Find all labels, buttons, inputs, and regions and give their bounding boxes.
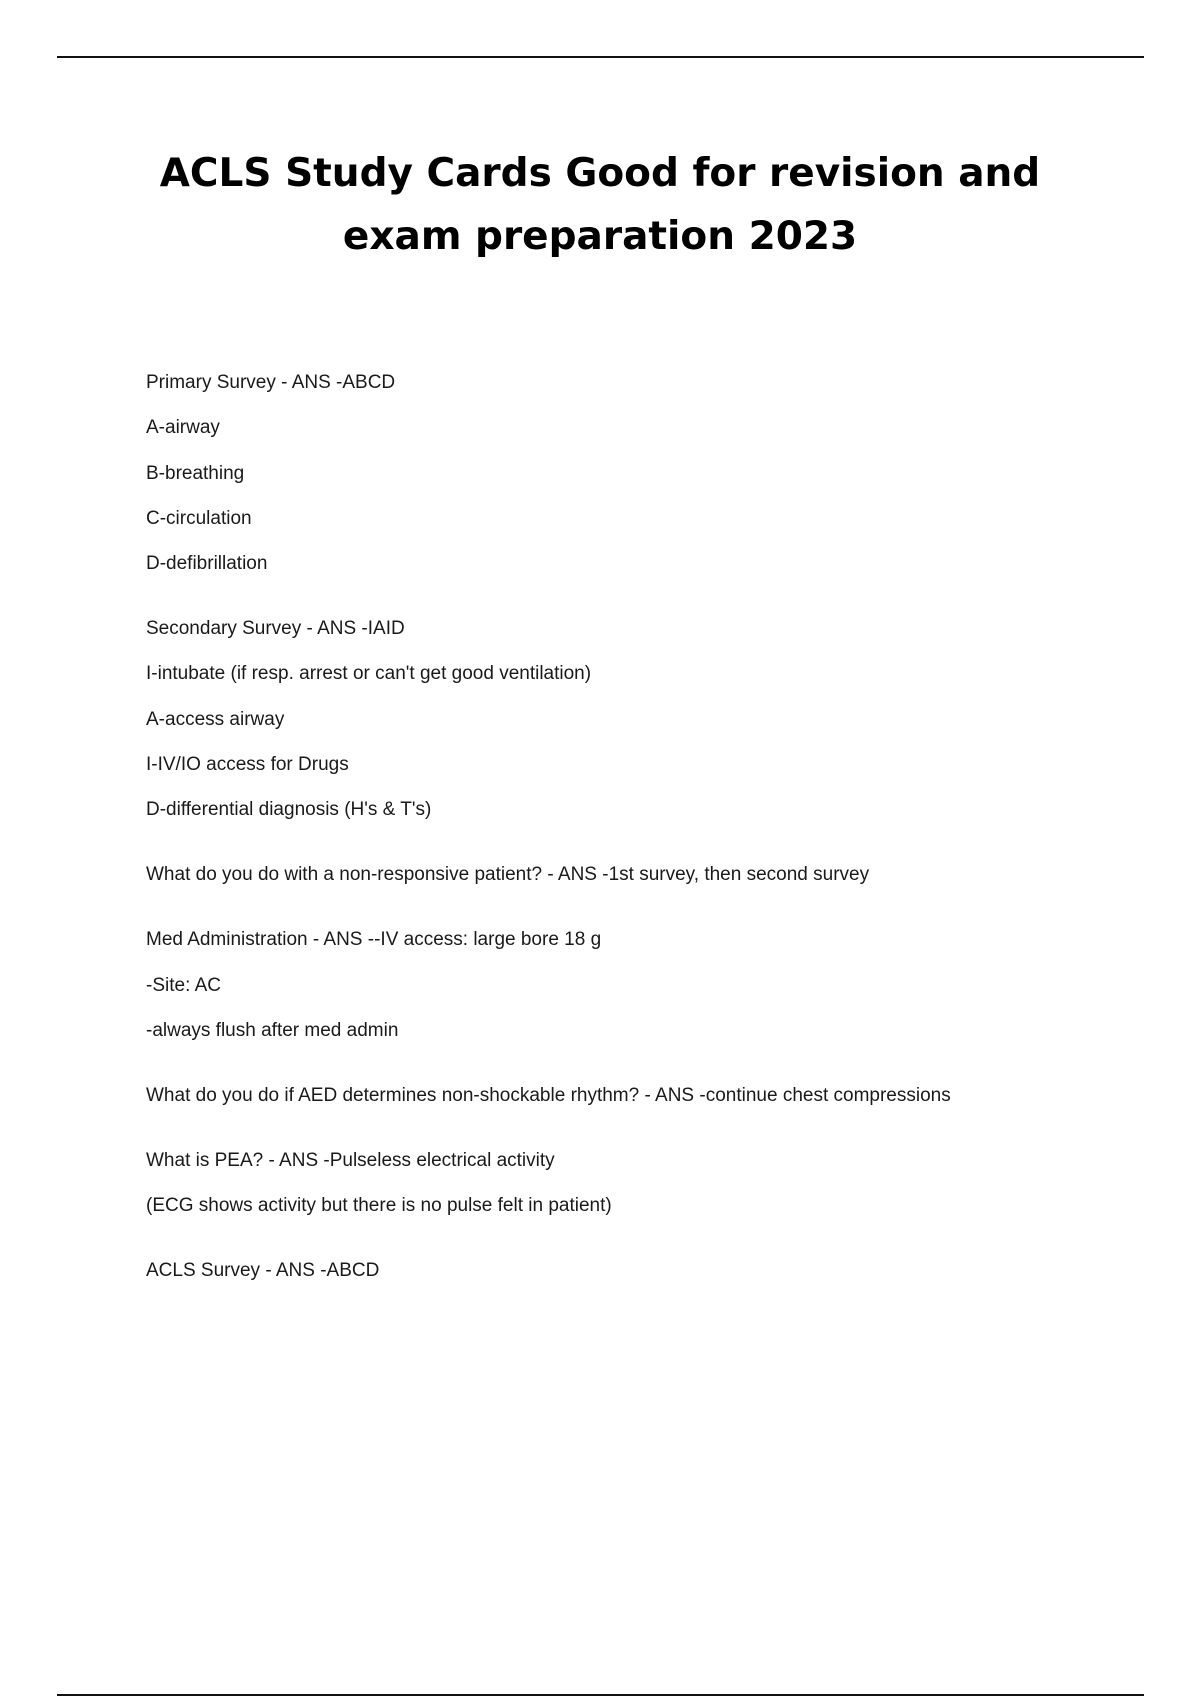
card-question: Primary Survey - ANS -ABCD bbox=[146, 372, 396, 393]
card-question: What is PEA? - ANS -Pulseless electrical activity bbox=[146, 1149, 555, 1171]
study-cards bbox=[146, 373, 1126, 1326]
card-acls-survey bbox=[146, 1261, 1126, 1281]
card-question: ACLS Survey - ANS -ABCD bbox=[146, 1260, 380, 1282]
card-answer-line: A-airway bbox=[146, 417, 220, 439]
card-answer-line: C-circulation bbox=[146, 507, 252, 529]
card-non-responsive-patient bbox=[146, 865, 1126, 885]
card-answer-line: D-differential diagnosis (H's & T's) bbox=[146, 799, 432, 821]
card-aed-non-shockable bbox=[146, 1086, 1126, 1106]
card-question: What do you do with a non-responsive patient? - ANS -1st survey, then second survey bbox=[146, 864, 870, 886]
document-title bbox=[60, 142, 1140, 268]
card-med-administration bbox=[146, 930, 1126, 1041]
title-line-1: ACLS Study Cards Good for revision and bbox=[159, 151, 1041, 196]
card-answer-line: -Site: AC bbox=[146, 974, 221, 996]
footer-rule bbox=[57, 1694, 1144, 1696]
card-question: What do you do if AED determines non-shockable rhythm? - ANS -continue chest compressions bbox=[146, 1084, 951, 1106]
card-answer-line: (ECG shows activity but there is no pulse felt in patient) bbox=[146, 1195, 612, 1217]
card-answer-line: B-breathing bbox=[146, 462, 245, 484]
card-answer-line: -always flush after med admin bbox=[146, 1019, 399, 1041]
card-answer-line: I-IV/IO access for Drugs bbox=[146, 754, 349, 776]
card-question: Med Administration - ANS --IV access: large bore 18 g bbox=[146, 929, 602, 951]
card-primary-survey bbox=[146, 373, 1126, 574]
card-pea bbox=[146, 1151, 1126, 1216]
card-answer-line: I-intubate (if resp. arrest or can't get good ventilation) bbox=[146, 663, 592, 685]
card-secondary-survey bbox=[146, 619, 1126, 820]
card-answer-line: A-access airway bbox=[146, 708, 285, 730]
header-rule bbox=[57, 56, 1144, 58]
card-answer-line: D-defibrillation bbox=[146, 553, 268, 575]
card-question: Secondary Survey - ANS -IAID bbox=[146, 618, 405, 640]
title-line-2: exam preparation 2023 bbox=[342, 214, 858, 259]
